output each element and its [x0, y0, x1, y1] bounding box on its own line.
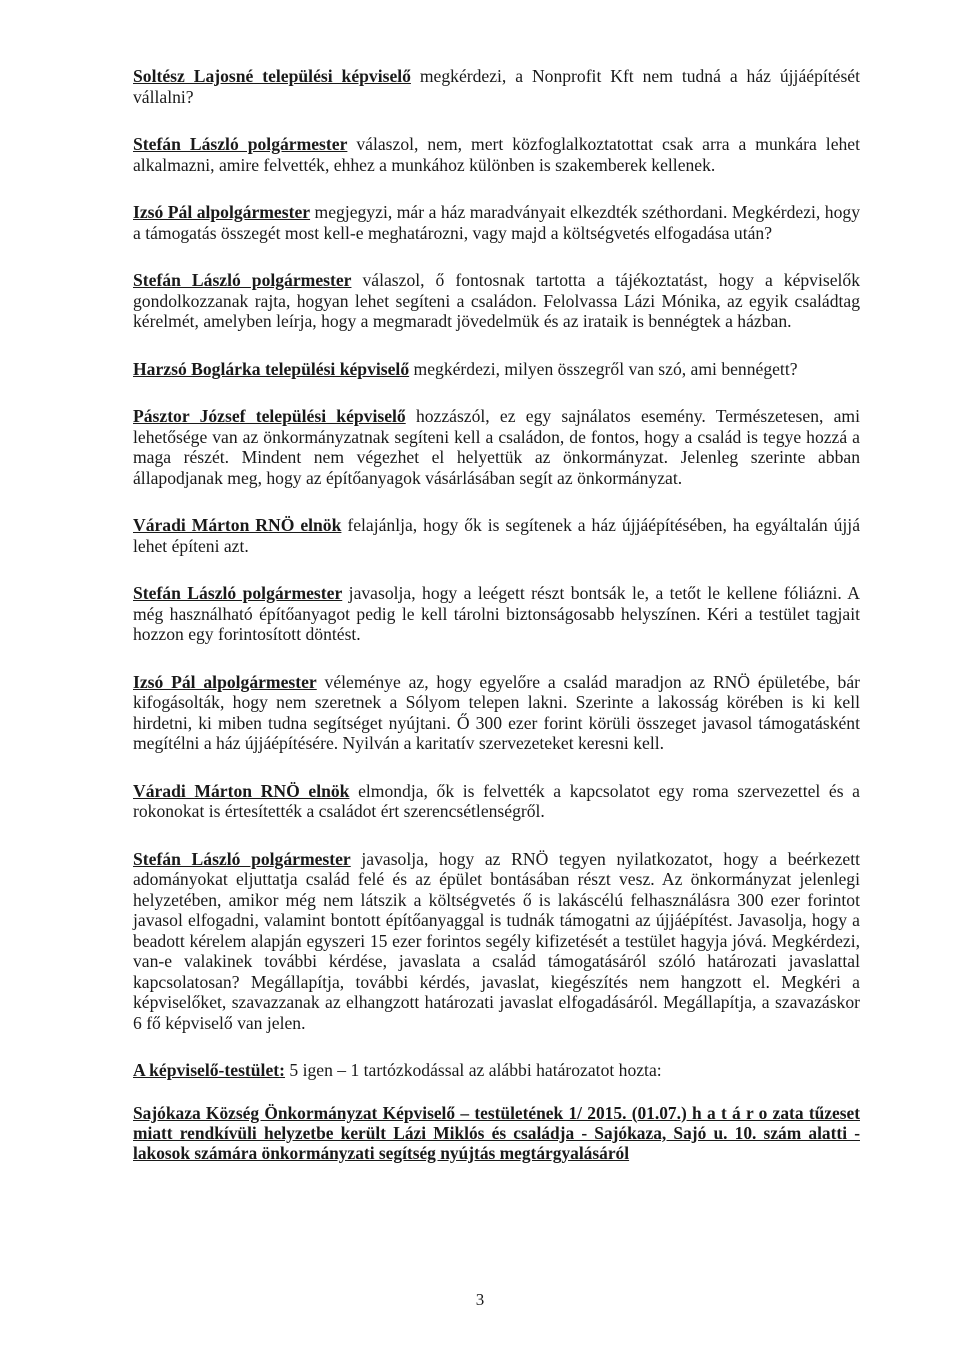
body-name: A képviselő-testület:	[133, 1060, 285, 1080]
speaker-name: Izsó Pál alpolgármester	[133, 671, 317, 692]
paragraph-6	[133, 406, 860, 488]
paragraph-8	[133, 583, 860, 645]
speaker-name: Stefán László polgármester	[133, 134, 348, 154]
paragraph-text: válaszol, nem, mert közfoglalkoztatottat csak arra a munkára lehet alkalmazni, amire felvették, ehhez a munkához különben is szakemberek kellenek.	[133, 134, 860, 175]
speaker-name: Stefán László polgármester	[133, 583, 343, 603]
paragraph-10	[133, 781, 860, 822]
paragraph-5	[133, 359, 860, 380]
speaker-name: Harzsó Boglárka települési képviselő	[133, 358, 410, 379]
paragraph-text: megjegyzi, már a ház maradványait elkezdték széthordani. Megkérdezi, hogy a támogatás összegét most kell-e meghatározni, vagy majd a költségvetés elfogadása után?	[133, 202, 860, 243]
paragraph-text: hozzászól, ez egy sajnálatos esemény. Természetesen, ami lehetősége van az önkormányzatnak segíteni kell a családon, de fontos, hogy a család is tegye hozzá a maga részét. Mindent nem végezhet el helyettük az önkormányzat. Jelenleg szerinte abban állapodjanak meg, hogy az építőanyagok vásárlásában segít az önkormányzat.	[133, 406, 861, 488]
vote-result	[133, 1060, 860, 1081]
paragraph-text: javasolja, hogy a leégett részt bontsák le, a tetőt le kellene fóliázni. A még használható építőanyagot pedig le kell tárolni biztonságosabb helyszínen. Kéri a testület tagjait hozzon egy forintosított döntést.	[133, 583, 860, 644]
paragraph-2	[133, 134, 860, 175]
decision-title: Sajókaza Község Önkormányzat Képviselő – testületének 1/ 2015. (01.07.) h a t á r o zata tűzeset miatt rendkívüli helyzetbe került Lázi Miklós és családja - Sajókaza, Sajó u. 10. szám alatti - lakosok számára önkormányzati segítség nyújtás megtárgyalásáról	[133, 1102, 860, 1163]
paragraph-text: megkérdezi, a Nonprofit Kft nem tudná a ház újjáépítését vállalni?	[133, 66, 860, 107]
paragraph-text: véleménye az, hogy egyelőre a család maradjon az RNÖ épületébe, bár kifogásolták, hogy nem szeretnek a Sólyom telepen lakni. Szerinte a lakosság körében is ki kell hirdetni, ki miben tudna segítséget nyújtani. Ő 300 ezer forint körüli összeget javasol támogatásként megítélni a ház újjáépítésére. Nyilván a karitatív szervezeteket keresni kell.	[133, 671, 861, 753]
paragraph-7	[133, 515, 860, 556]
speaker-name: Váradi Márton RNÖ elnök	[133, 780, 350, 801]
speaker-name: Soltész Lajosné települési képviselő	[133, 66, 411, 86]
page-number: 3	[475, 1290, 485, 1309]
paragraph-text: megkérdezi, milyen összegről van szó, ami bennégett?	[409, 358, 798, 379]
paragraph-11	[133, 849, 860, 1034]
speaker-name: Izsó Pál alpolgármester	[133, 202, 311, 222]
paragraph-text: felajánlja, hogy ők is segítenek a ház újjáépítésében, ha egyáltalán újjá lehet építeni azt.	[133, 515, 861, 556]
paragraph-9	[133, 672, 860, 754]
paragraph-text: elmondja, ők is felvették a kapcsolatot egy roma szervezettel és a rokonokat is értesítették a családot ért szerencsétlenségről.	[133, 780, 860, 821]
paragraph-4	[133, 270, 860, 332]
speaker-name: Váradi Márton RNÖ elnök	[133, 515, 342, 535]
paragraph-text: válaszol, ő fontosnak tartotta a tájékoztatást, hogy a képviselők gondolkozzanak rajta, hogyan lehet segíteni a családon. Felolvassa Lázi Mónika, az egyik családtag kérelmét, amelyben leírja, hogy a megmaradt jövedelmük és az irataik is bennégtek a házban.	[133, 270, 860, 331]
paragraph-3	[133, 202, 860, 243]
speaker-name: Stefán László polgármester	[133, 848, 351, 869]
speaker-name: Stefán László polgármester	[133, 270, 352, 290]
paragraph-1	[133, 66, 860, 107]
vote-text: 5 igen – 1 tartózkodással az alábbi határozatot hozta:	[284, 1060, 662, 1080]
paragraph-text: javasolja, hogy az RNÖ tegyen nyilatkozatot, hogy a beérkezett adományokat eljuttatja család felé és az épület bontásában részt vesz. Az önkormányzat jelenlegi helyzetében, amikor még nem látszik a költségvetés ő is lakáscélú felhasználásra 300 ezer forintot javasol elfogadni, valamint bontott építőanyaggal is tudnák támogatni az újjáépítést. Javasolja, hogy a beadott kérelem alapján egyszeri 15 ezer forintos segély kifizetését a testület hagyja jóvá. Megkérdezi, van-e valakinek további kérdése, javaslata a család támogatásáról szóló határozati javaslattal kapcsolatosan? Megállapítja, további kérdés, javaslat, kiegészítés nem hangzott el. Megkéri a képviselőket, szavazzanak az elhangzott határozati javaslat elfogadásáról. Megállapítja, a szavazáskor 6 fő képviselő van jelen.	[133, 848, 860, 1033]
speaker-name: Pásztor József települési képviselő	[133, 406, 406, 426]
